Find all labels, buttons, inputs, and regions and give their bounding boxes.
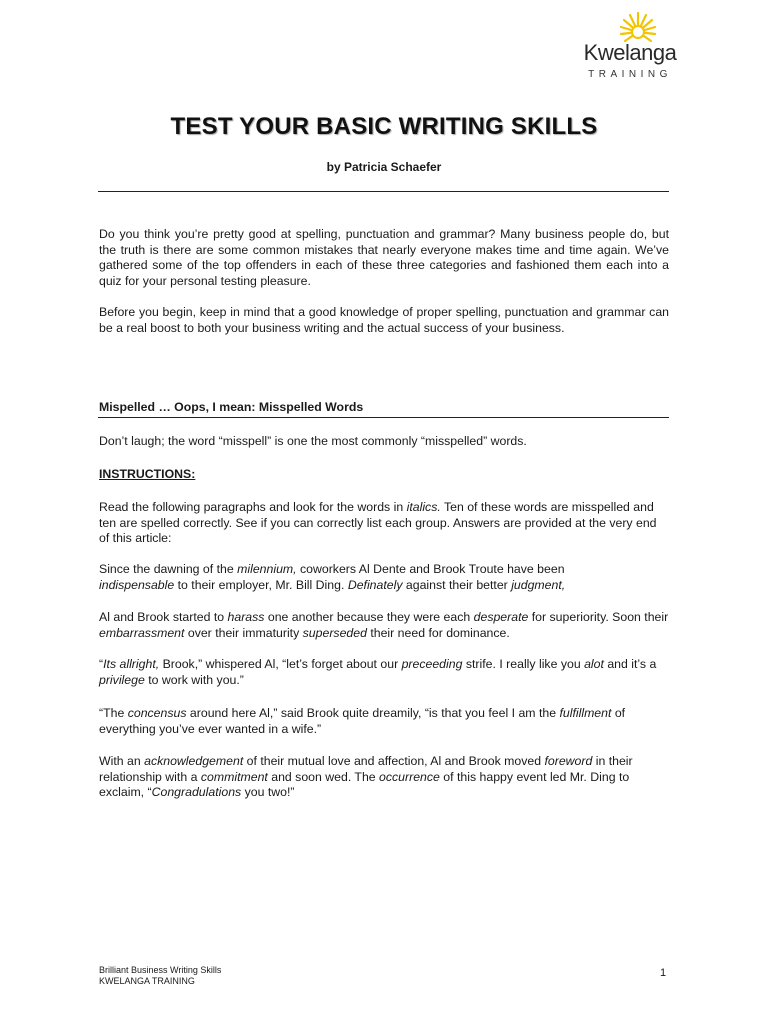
- footer-company: KWELANGA TRAINING: [99, 976, 195, 986]
- logo-name: Kwelanga: [583, 40, 677, 65]
- quiz-paragraph-2: Al and Brook started to harass one another because they were each desperate for superiority. Soon their embarrassment over their immaturity superseded their need for dominance.: [99, 610, 669, 640]
- intro-paragraph-2: Before you begin, keep in mind that a good knowledge of proper spelling, punctuation and grammar can be a real boost to both your business writing and the actual success of your business.: [99, 305, 669, 335]
- kwelanga-logo: [580, 10, 680, 82]
- title-divider: [98, 191, 669, 192]
- byline: by Patricia Schaefer: [326, 160, 442, 174]
- page-title: TEST YOUR BASIC WRITING SKILLS: [170, 113, 598, 140]
- logo-subtitle: TRAINING: [588, 69, 672, 80]
- section-divider: [98, 417, 669, 418]
- sun-icon: [620, 10, 656, 44]
- quiz-paragraph-4: “The concensus around here Al,” said Brook quite dreamily, “is that you feel I am the fulfillment of everything you’ve ever wanted in a wife.”: [99, 706, 626, 736]
- instructions-label: INSTRUCTIONS:: [99, 467, 196, 481]
- quiz-paragraph-5: With an acknowledgement of their mutual love and affection, Al and Brook moved foreword in their relationship with a commitment and soon wed. The occurrence of this happy event led Mr. Ding to exclaim, “Congradulations you two!”: [99, 754, 633, 799]
- quiz-paragraph-1: Since the dawning of the milennium, coworkers Al Dente and Brook Troute have been indispensable to their employer, Mr. Bill Ding. Definately against their better judgment,: [99, 562, 566, 592]
- footer-document-title: Brilliant Business Writing Skills: [99, 965, 222, 975]
- page-number: 1: [660, 967, 667, 979]
- instructions-text: Read the following paragraphs and look for the words in italics. Ten of these words are misspelled and ten are spelled correctly. See if you can correctly list each group. Answers are provided at the very end of this article:: [99, 500, 657, 545]
- intro-paragraph-1: Do you think you’re pretty good at spelling, punctuation and grammar? Many business people do, but the truth is there are some common mistakes that nearly everyone makes time and time again. We’ve gathered some of the top offenders in each of these three categories and fashioned them each into a quiz for your personal testing pleasure.: [99, 227, 669, 288]
- section-heading: Mispelled … Oops, I mean: Misspelled Words: [99, 400, 364, 414]
- quiz-paragraph-3: “Its allright, Brook,” whispered Al, “let’s forget about our preceeding strife. I really like you alot and it’s a privilege to work with you.”: [99, 657, 657, 687]
- section-note: Don’t laugh; the word “misspell” is one the most commonly “misspelled” words.: [99, 434, 527, 448]
- page-footer: [99, 965, 221, 987]
